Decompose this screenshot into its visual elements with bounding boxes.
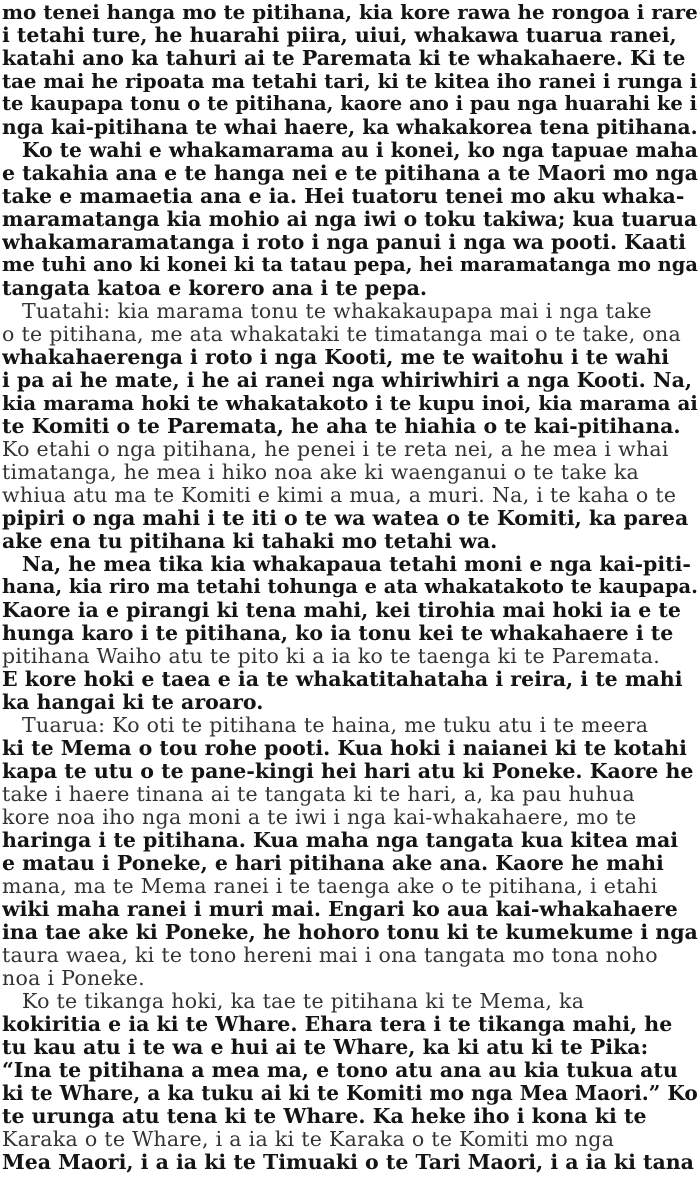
text-line: whakamaramatanga i roto i nga panui i nga wa pooti. Kaati [2,230,686,254]
text-line: noa i Poneke. [2,966,145,990]
paragraph-start-line: Ko te tikanga hoki, ka tae te pitihana ki te Mema, ka [22,989,585,1013]
text-line: Kaore ia e pirangi ki tena mahi, kei tirohia mai hoki ia e te [2,598,681,622]
text-line: te urunga atu tena ki te Whare. Ka heke iho i kona ki te [2,1104,647,1128]
text-line: katahi ano ka tahuri ai te Paremata ki te whakahaere. Ki te [2,46,686,70]
text-line: mo tenei hanga mo te pitihana, kia kore rawa he rongoa i rare [2,0,698,24]
text-line: hana, kia riro ma tetahi tohunga e ata whakatakoto te kaupapa. [2,575,698,598]
text-line: Karaka o te Whare, i a ia ki te Karaka o te Komiti mo nga [2,1127,615,1151]
paragraph-start-line: Tuatahi: kia marama tonu te whakakaupapa mai i nga take [22,299,652,323]
text-line: ki te Whare, a ka tuku ai ki te Komiti mo nga Mea Maori.” Ko [2,1081,698,1105]
text-line: e matau i Poneke, e hari pitihana ake ana. Kaore he mahi [2,851,664,875]
text-line: “Ina te pitihana a mea ma, e tono atu ana au kia tukua atu [2,1058,678,1082]
text-line: ka hangai ki te aroaro. [2,690,264,714]
text-line: whiua atu ma te Komiti e kimi a mua, a muri. Na, i te kaha o te [2,483,677,507]
text-line: maramatanga kia mohio ai nga iwi o toku takiwa; kua tuarua [2,207,698,231]
text-line: hunga karo i te pitihana, ko ia tonu kei te whakahaere i te [2,621,674,645]
text-line: tu kau atu i te wa e hui ai te Whare, ka ki atu ki te Pika: [2,1035,649,1059]
text-line: Mea Maori, i a ia ki te Timuaki o te Tari Maori, i a ia ki tana [2,1150,694,1174]
text-line: Ko etahi o nga pitihana, he penei i te reta nei, a he mea i whai [2,437,669,461]
text-line: taura waea, ki te tono hereni mai i ona tangata mo tona noho [2,943,658,967]
text-line: tangata katoa e korero ana i te pepa. [2,276,428,300]
text-line: i tetahi ture, he huarahi piira, uiui, whakawa tuarua ranei, [2,23,677,47]
text-line: o te pitihana, me ata whakataki te timatanga mai o te take, ona [2,322,682,346]
text-line: kokiritia e ia ki te Whare. Ehara tera i te tikanga mahi, he [2,1012,673,1036]
text-line: ina tae ake ki Poneke, he hohoro tonu ki te kumekume i nga [2,920,698,944]
text-line: kia marama hoki te whakatakoto i te kupu inoi, kia marama ai [2,391,698,415]
document-page [2,0,698,1200]
text-line: kore noa iho nga moni a te iwi i nga kai-whakahaere, mo te [2,805,637,829]
text-line: e takahia ana e te hanga nei e te pitihana a te Maori mo nga [2,161,698,185]
text-line: pipiri o nga mahi i te iti o te wa watea o te Komiti, ka parea [2,506,689,530]
text-line: nga kai-pitihana te whai haere, ka whakakorea tena pitihana. [2,115,698,139]
text-line: E kore hoki e taea e ia te whakatitahataha i reira, i te mahi [2,667,683,691]
text-line: mana, ma te Mema ranei i te taenga ake o te pitihana, i etahi [2,874,658,898]
text-line: whakahaerenga i roto i nga Kooti, me te waitohu i te wahi [2,345,670,369]
text-line: te Komiti o te Paremata, he aha te hiahia o te kai-pitihana. [2,414,681,438]
text-line: kapa te utu o te pane-kingi hei hari atu ki Poneke. Kaore he [2,759,694,783]
text-line: wiki maha ranei i muri mai. Engari ko aua kai-whakahaere [2,897,678,921]
text-line: haringa i te pitihana. Kua maha nga tangata kua kitea mai [2,828,679,852]
text-line: tae mai he ripoata ma tetahi tari, ki te kitea iho ranei i runga i [2,69,698,93]
text-line: ki te Mema o tou rohe pooti. Kua hoki i naianei ki te kotahi [2,736,687,760]
text-line: i pa ai he mate, i he ai ranei nga whiriwhiri a nga Kooti. Na, [2,368,693,392]
text-line: ake ena tu pitihana ki tahaki mo tetahi wa. [2,529,498,553]
paragraph-start-line: Ko te wahi e whakamarama au i konei, ko nga tapuae maha [22,138,698,162]
text-line: timatanga, he mea i hiko noa ake ki waenganui o te take ka [2,460,640,484]
text-line: me tuhi ano ki konei ki ta tatau pepa, hei maramatanga mo nga [2,253,698,276]
paragraph-start-line: Tuarua: Ko oti te pitihana te haina, me tuku atu i te meera [22,713,649,737]
paragraph-start-line: Na, he mea tika kia whakapaua tetahi moni e nga kai-piti- [22,552,691,576]
text-line: take i haere tinana ai te tangata ki te hari, a, ka pau huhua [2,782,635,806]
text-line: take e mamaetia ana e ia. Hei tuatoru tenei mo aku whaka- [2,184,685,208]
text-line: pitihana Waiho atu te pito ki a ia ko te taenga ki te Paremata. [2,644,661,668]
text-line: te kaupapa tonu o te pitihana, kaore ano i pau nga huarahi ke i [2,92,698,115]
